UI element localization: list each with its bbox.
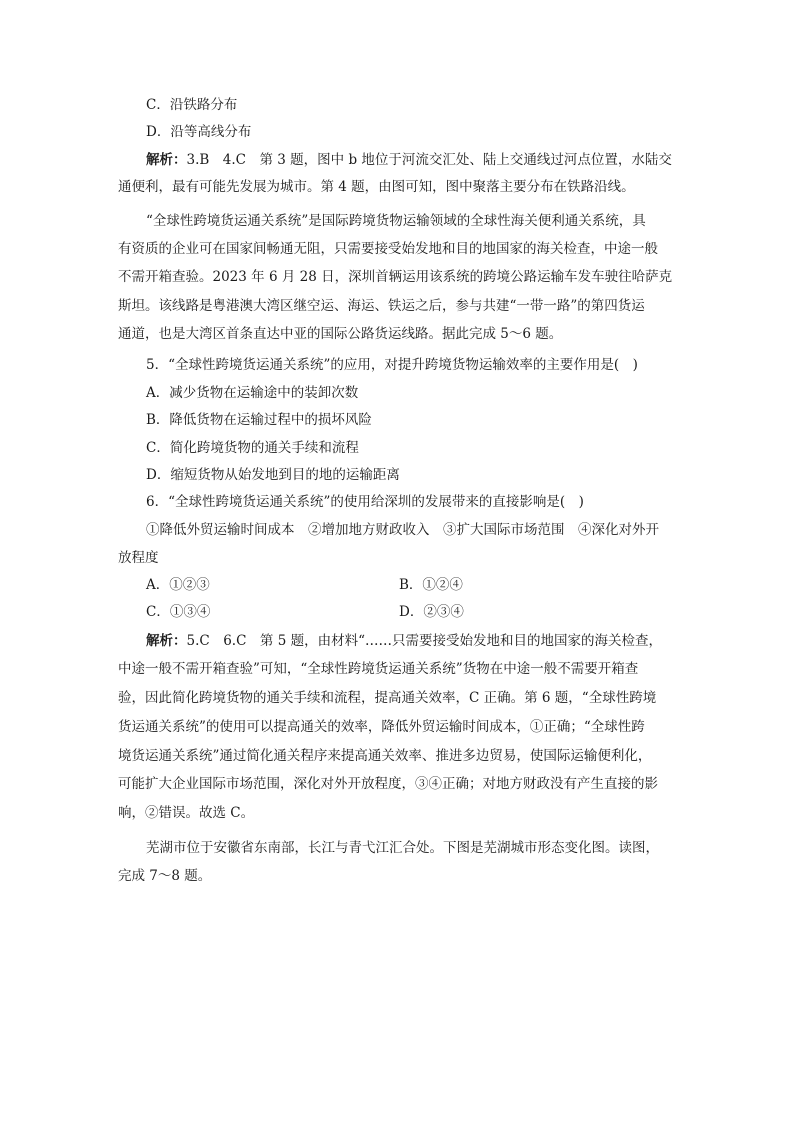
answer-5-6-line5: 境货运通关系统”通过简化通关程序来提高通关效率、推进多边贸易，使国际运输便利化，: [118, 748, 652, 764]
q6-option-b: B．①②④: [399, 577, 463, 593]
q5-option-d: D．缩短货物从始发地到目的地的运输距离: [146, 467, 400, 483]
q4-option-d: D．沿等高线分布: [146, 124, 252, 140]
passage-5-6-line1: “全球性跨境货运通关系统”是国际跨境货物运输领域的全球性海关便利通关系统，具: [146, 213, 646, 229]
passage-5-6-line5: 通道，也是大湾区首条直达中亚的国际公路货运线路。据此完成 5～6 题。: [118, 326, 563, 342]
answer-3-4-line1: [146, 150, 672, 170]
q5-option-a: A．减少货物在运输途中的装卸次数: [146, 385, 359, 401]
q6-items-line2: 放程度: [118, 550, 159, 566]
q6-option-d: D．②③④: [399, 604, 464, 620]
answer-3-4-line2: 通便利，最有可能先发展为城市。第 4 题，由图可知，图中聚落主要分布在铁路沿线。: [118, 179, 635, 195]
q5-option-b: B．降低货物在运输过程中的损坏风险: [146, 412, 372, 428]
q4-option-c: C．沿铁路分布: [146, 97, 238, 113]
answer-5-6-line7: 响，②错误。故选 C。: [118, 805, 255, 821]
q6-option-a: A．①②③: [146, 577, 210, 593]
answer-5-6-line4: 货运通关系统”的使用可以提高通关的效率，降低外贸运输时间成本，①正确；“全球性跨: [118, 719, 645, 735]
q6-items-line1: ①降低外贸运输时间成本 ②增加地方财政收入 ③扩大国际市场范围 ④深化对外开: [146, 522, 659, 538]
passage-5-6-line2: 有资质的企业可在国家间畅通无阻，只需要接受始发地和目的地国家的海关检查，中途一般: [118, 241, 658, 257]
answer-5-6-line6: 可能扩大企业国际市场范围，深化对外开放程度，③④正确；对地方财政没有产生直接的影: [118, 776, 658, 792]
passage-7-8-line2: 完成 7～8 题。: [118, 868, 212, 884]
q5-stem: 5．“全球性跨境货运通关系统”的应用，对提升跨境货物运输效率的主要作用是( ): [146, 357, 638, 373]
answer-3-4-text: 3.B 4.C 第 3 题，图中 b 地位于河流交汇处、陆上交通线过河点位置，水陆交: [186, 152, 672, 168]
passage-5-6-line4: 斯坦。该线路是粤港澳大湾区继空运、海运、铁运之后，参与共建“一带一路”的第四货运: [118, 298, 645, 314]
q6-option-c: C．①③④: [146, 604, 211, 620]
answer-5-6-line2: 中途一般不需开箱查验”可知，“全球性跨境货运通关系统”货物在中途一般不需要开箱查: [118, 661, 639, 677]
answer-5-6-text: 5.C 6.C 第 5 题，由材料“……只需要接受始发地和目的地国家的海关检查，: [186, 633, 662, 649]
passage-5-6-line3: 不需开箱查验。2023 年 6 月 28 日，深圳首辆运用该系统的跨境公路运输车发车驶往哈萨克: [118, 269, 673, 285]
answer-5-6-line3: 验，因此简化跨境货物的通关手续和流程，提高通关效率，C 正确。第 6 题，“全球性跨境: [118, 690, 657, 706]
answer-label: 解析：: [146, 152, 187, 168]
answer-label: 解析：: [146, 633, 187, 649]
passage-7-8-line1: 芜湖市位于安徽省东南部，长江与青弋江汇合处。下图是芜湖城市形态变化图。读图，: [146, 840, 659, 856]
q6-stem: 6．“全球性跨境货运通关系统”的使用给深圳的发展带来的直接影响是( ): [146, 494, 584, 510]
answer-5-6-line1: [146, 631, 662, 651]
q5-option-c: C．简化跨境货物的通关手续和流程: [146, 440, 359, 456]
